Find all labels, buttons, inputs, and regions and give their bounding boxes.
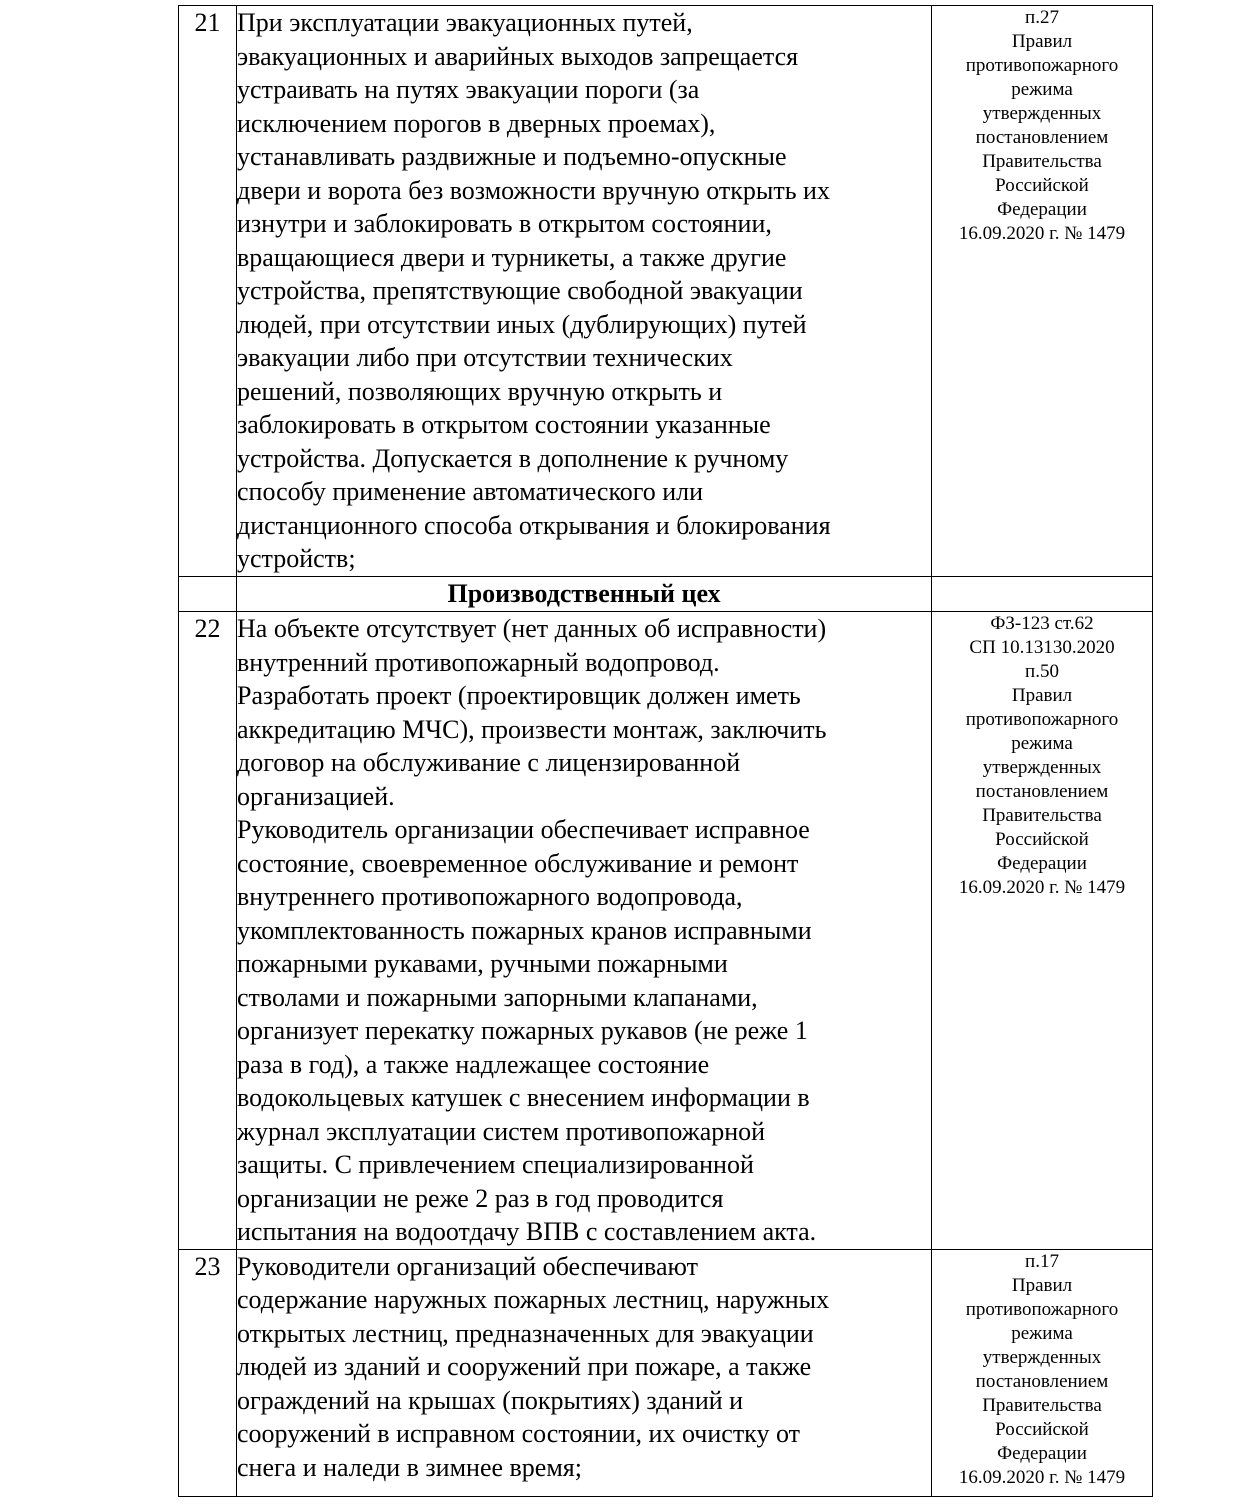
requirement-text: Руководители организаций обеспечивают содержание наружных пожарных лестниц, наружных открытых лестниц, предназначенных для эвакуации людей из зданий и сооружений при пожаре, а также ограждений на крышах (покрытиях) зданий и сооружений в исправном состоянии, их очистку от снега и наледи в зимнее время; [237,1249,932,1496]
row-number: 21 [179,6,237,577]
requirement-text: На объекте отсутствует (нет данных об исправности) внутренний противопожарный водопровод. Разработать проект (проектировщик должен иметь аккредитацию МЧС), произвести монтаж, заключить договор на обслуживание с лицензированной организацией. Руководитель организации обеспечивает исправное состояние, своевременное обслуживание и ремонт внутреннего противопожарного водопровода, укомплектованность пожарных кранов исправными пожарными рукавами, ручными пожарными стволами и пожарными запорными клапанами, организует перекатку пожарных рукавов (не реже 1 раза в год), а также надлежащее состояние водокольцевых катушек с внесением информации в журнал эксплуатации систем противопожарной защиты. С привлечением специализированной организации не реже 2 раз в год проводится испытания на водоотдачу ВПВ с составлением акта. [237,612,932,1250]
section-title: Производственный цех [237,577,932,612]
row-number: 23 [179,1249,237,1496]
regulation-reference: п.27 Правил противопожарного режима утвержденных постановлением Правительства Российской Федерации 16.09.2020 г. № 1479 [932,6,1153,577]
regulation-reference: п.17 Правил противопожарного режима утвержденных постановлением Правительства Российской Федерации 16.09.2020 г. № 1479 [932,1249,1153,1496]
section-number-cell [179,577,237,612]
document-page [178,5,1152,1497]
row-number: 22 [179,612,237,1250]
regulation-reference: ФЗ-123 ст.62 СП 10.13130.2020 п.50 Правил противопожарного режима утвержденных постановлением Правительства Российской Федерации 16.09.2020 г. № 1479 [932,612,1153,1250]
requirement-text: При эксплуатации эвакуационных путей, эвакуационных и аварийных выходов запрещается устраивать на путях эвакуации пороги (за исключением порогов в дверных проемах), устанавливать раздвижные и подъемно-опускные двери и ворота без возможности вручную открыть их изнутри и заблокировать в открытом состоянии, вращающиеся двери и турникеты, а также другие устройства, препятствующие свободной эвакуации людей, при отсутствии иных (дублирующих) путей эвакуации либо при отсутствии технических решений, позволяющих вручную открыть и заблокировать в открытом состоянии указанные устройства. Допускается в дополнение к ручному способу применение автоматического или дистанционного способа открывания и блокирования устройств; [237,6,932,577]
table-row [179,612,1153,1250]
section-header-row [179,577,1153,612]
section-reference-cell [932,577,1153,612]
requirements-table [178,5,1153,1497]
table-row [179,1249,1153,1496]
table-row [179,6,1153,577]
